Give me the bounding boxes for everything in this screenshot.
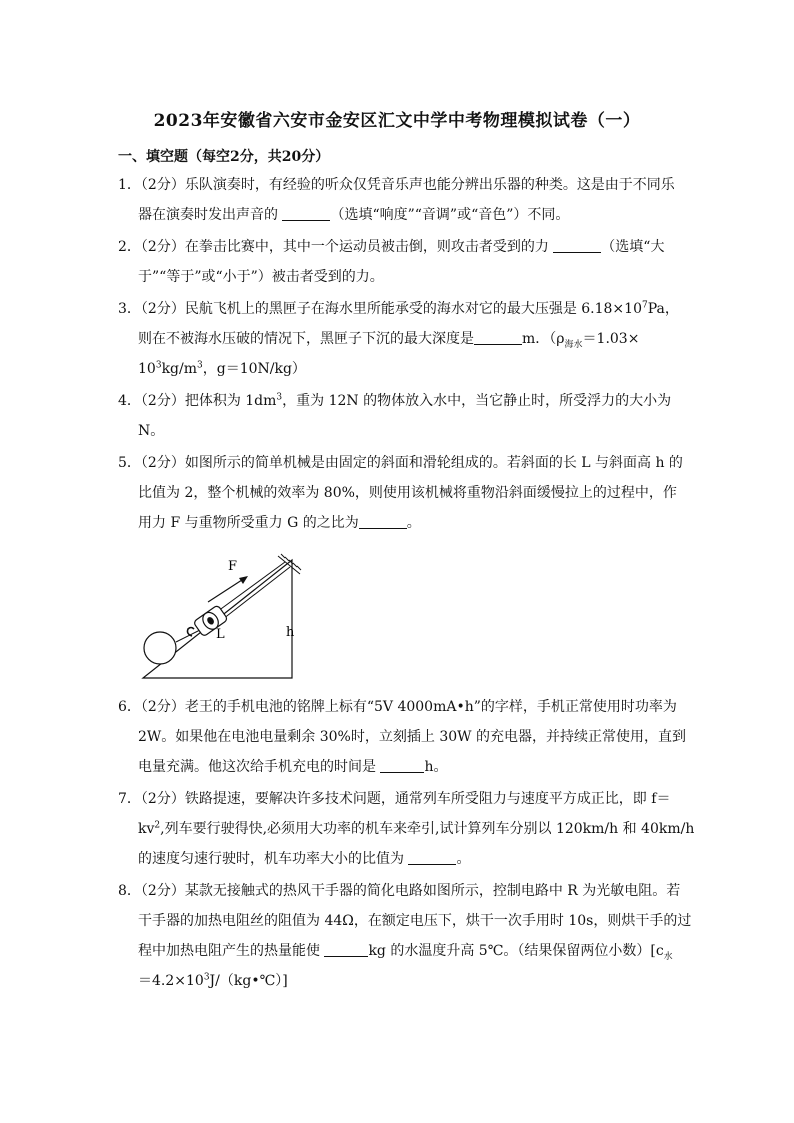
q3-text-a: 3．（2分）民航飞机上的黑匣子在海水里所能承受的海水对它的最大压强是 6.18×10: [118, 301, 642, 317]
q6-answer-blank[interactable]: [380, 758, 424, 773]
q1-text-b: （选填“响度”“音调”或“音色”）不同。: [330, 207, 570, 223]
question-8: [118, 876, 692, 996]
q4-text-a: 4．（2分）把体积为 1dm: [118, 393, 277, 409]
force-arrow: [208, 578, 245, 602]
q8-sup: 3: [203, 972, 210, 983]
q8-text-a: 程中加热电阻产生的热量能使: [138, 943, 320, 959]
q1-line-2: [118, 200, 678, 230]
question-2: [118, 232, 678, 292]
q7-line-2: [118, 814, 695, 844]
hook: [188, 628, 195, 637]
section-heading: 一、填空题（每空2分，共20分）: [118, 149, 330, 165]
q3-text-c: 则在不被海水压破的情况下，黑匣子下沉的最大深度是: [138, 331, 474, 347]
question-5: [118, 448, 683, 538]
q3-text-e: ＝1.03×: [582, 331, 640, 347]
question-4: [118, 386, 678, 446]
q5-line-2: 比值为 2，整个机械的效率为 80%，则使用该机械将重物沿斜面缓慢拉上的过程中，作: [138, 485, 677, 501]
q6-line-2: 2W。如果他在电池电量剩余 30%时，立刻插上 30W 的充电器，并持续正常使用，直到: [138, 729, 686, 745]
q1-answer-blank[interactable]: [282, 206, 330, 221]
exam-title: 2023年安徽省六安市金安区汇文中学中考物理模拟试卷（一）: [153, 111, 641, 131]
q2-line-1: [118, 232, 678, 262]
q6-text-a: 电量充满。他这次给手机充电的时间是: [138, 759, 376, 775]
q8-line-2: 干手器的加热电阻丝的阻值为 44Ω，在额定电压下，烘干一次手用时 10s，则烘干手的过: [138, 913, 692, 929]
q2-line-2: 于”“等于”或“小于”）被击者受到的力。: [138, 269, 384, 285]
q8-line-4: [118, 966, 678, 996]
label-h: h: [286, 625, 295, 640]
q7-text-c: 的速度匀速行驶时，机车功率大小的比值为: [138, 851, 404, 867]
q8-text-c: ＝4.2×10: [138, 973, 204, 989]
incline-pulley-figure: [140, 552, 310, 682]
q6-line-1: 6．（2分）老王的手机电池的铭牌上标有“5V 4000mA•h”的字样，手机正常使用时功率为: [118, 699, 677, 715]
q1-text-a: 器在演奏时发出声音的: [138, 207, 278, 223]
q3-answer-blank[interactable]: [474, 330, 522, 345]
q3-text-g: kg/m: [161, 361, 197, 377]
q8-text-b: kg 的水温度升高 5℃。（结果保留两位小数）[c: [368, 943, 664, 959]
q1-line-1: 1．（2分）乐队演奏时，有经验的听众仅凭音乐声也能分辨出乐器的种类。这是由于不同乐: [118, 177, 675, 193]
q7-line-1: 7．（2分）铁路提速，要解决许多技术问题，通常列车所受阻力与速度平方成正比，即 f＝: [118, 791, 671, 807]
weight-ball: [144, 632, 176, 664]
q3-text-d: m．（ρ: [522, 331, 565, 347]
q8-text-d: J/（kg•℃）]: [209, 973, 288, 989]
q3-sup-a: 7: [641, 300, 648, 311]
q5-answer-blank[interactable]: [359, 514, 407, 529]
q4-text-b: ，重为 12N 的物体放入水中，当它静止时，所受浮力的大小为: [282, 393, 672, 409]
q3-sup-c: 3: [197, 360, 203, 371]
q5-text-b: 。: [406, 515, 421, 531]
q5-line-1: 5．（2分）如图所示的简单机械是由固定的斜面和滑轮组成的。若斜面的长 L 与斜面高 h 的: [118, 455, 683, 471]
q3-text-h: ，g＝10N/kg）: [202, 361, 306, 377]
q7-sup: 2: [154, 820, 161, 831]
q4-line-1: [118, 386, 678, 416]
label-F: F: [228, 559, 238, 574]
q3-line-3: [118, 354, 678, 384]
q8-line-3: [118, 936, 678, 966]
q8-answer-blank[interactable]: [324, 942, 368, 957]
q2-text-b: （选填“大: [601, 239, 665, 255]
q3-text-b: Pa，: [647, 301, 679, 317]
q5-line-3: [118, 508, 678, 538]
q6-line-3: [118, 752, 678, 782]
q2-answer-blank[interactable]: [553, 238, 601, 253]
q8-sub: 水: [663, 951, 673, 962]
q3-sup-b: 3: [155, 360, 162, 371]
question-3: [118, 294, 678, 384]
q7-text-d: 。: [456, 851, 471, 867]
rope-to-wall: [214, 562, 285, 614]
q6-text-b: h。: [424, 759, 448, 775]
q3-line-1: [118, 294, 678, 324]
q2-text-a: 2．（2分）在拳击比赛中，其中一个运动员被击倒，则攻击者受到的力: [118, 239, 549, 255]
q7-text-a: kv: [138, 821, 155, 837]
q7-text-b: ,列车要行驶得快,必须用大功率的机车来牵引,试计算列车分别以 120km/h 和 40km/h: [160, 821, 695, 837]
q3-line-2: [118, 324, 678, 354]
q3-text-f: 10: [138, 361, 156, 377]
label-L: L: [216, 627, 225, 642]
q8-line-1: 8．（2分）某款无接触式的热风干手器的简化电路如图所示，控制电路中 R 为光敏电阻。若: [118, 883, 681, 899]
q4-line-2: N。: [138, 423, 165, 439]
q7-line-3: [118, 844, 678, 874]
force-arrowhead: [239, 576, 248, 584]
question-1: [118, 170, 678, 230]
question-6: [118, 692, 686, 782]
q4-sup: 3: [276, 392, 283, 403]
q3-sub: 海水: [564, 339, 583, 350]
q5-text-a: 用力 F 与重物所受重力 G 的之比为: [138, 515, 359, 531]
q7-answer-blank[interactable]: [408, 850, 456, 865]
question-7: [118, 784, 695, 874]
